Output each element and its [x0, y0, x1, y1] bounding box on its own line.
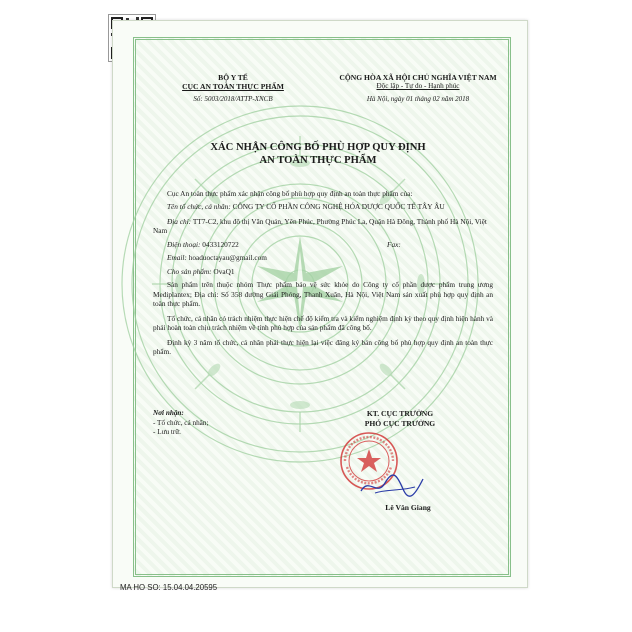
file-code: MA HO SO: 15.04.04.20595	[120, 583, 218, 592]
intro-text: Cục An toàn thực phẩm xác nhận công bố phù hợp quy định an toàn thực phẩm của:	[167, 189, 413, 198]
address-label: Địa chỉ:	[167, 216, 192, 226]
signer-role: KT. CỤC TRƯỞNG	[366, 409, 434, 418]
department-name: CỤC AN TOÀN THỰC PHẨM	[182, 82, 284, 92]
document-number: Số: 5003/2018/ATTP-XNCB	[193, 94, 273, 103]
document-title: XÁC NHẬN CÔNG BỐ PHÙ HỢP QUY ĐỊNH	[210, 142, 426, 153]
org-value: CÔNG TY CỔ PHẦN CÔNG NGHỆ HÓA DƯỢC QUỐC TẾ TÂY ÂU	[232, 202, 445, 212]
phone-label: Điện thoại:	[167, 239, 201, 249]
national-motto: Độc lập - Tự do - Hạnh phúc	[376, 82, 460, 91]
product-value: OvaQ1	[213, 266, 235, 276]
phone-value: 0433120722	[202, 239, 239, 249]
signature-icon	[357, 471, 427, 501]
country-name: CỘNG HÒA XÃ HỘI CHỦ NGHĨA VIỆT NAM	[339, 73, 497, 82]
paragraph-product-info: Sản phẩm trên thuộc nhóm Thực phẩm bảo vệ sức khỏe do Công ty cổ phần dược phẩm trung ương Mediplantex; Địa chỉ: Số 358 đường Giải Phóng, Thanh Xuân, Hà Nội, Việt Nam sản xuất phù hợp quy định an toàn thực phẩm.	[153, 280, 493, 309]
org-label: Tên tổ chức, cá nhân:	[167, 202, 231, 212]
recipient-item: - Lưu trữ.	[153, 428, 181, 436]
signer-title: PHÓ CỤC TRƯỞNG	[364, 418, 436, 428]
document-subtitle: AN TOÀN THỰC PHẨM	[259, 154, 377, 166]
email-value: hoaduoctayau@gmail.com	[188, 253, 267, 263]
product-label: Cho sản phẩm:	[167, 266, 212, 276]
recipient-item: - Tổ chức, cá nhân;	[153, 418, 209, 427]
email-label: Email:	[167, 253, 187, 263]
address-value: TT7-C2, khu đô thị Văn Quán, Yên Phúc, Phường Phúc La, Quận Hà Đông, Thành phố Hà Nội, Việt Nam	[153, 216, 487, 236]
fax-label: Fax:	[387, 239, 401, 249]
document-page	[112, 20, 528, 588]
agency-name: BỘ Y TẾ	[218, 73, 248, 82]
signer-name: Lê Văn Giang	[385, 503, 431, 512]
recipients-label: Nơi nhận:	[153, 409, 184, 417]
paragraph-renewal: Định kỳ 3 năm tổ chức, cá nhân phải thực hiện lại việc đăng ký bản công bố phù hợp quy định an toàn thực phẩm.	[153, 337, 493, 357]
place-date: Hà Nội, ngày 01 tháng 02 năm 2018	[366, 95, 470, 104]
paragraph-responsibility: Tổ chức, cá nhân có trách nhiệm thực hiện chế độ kiểm tra và kiểm nghiệm định kỳ theo quy định hiện hành và phải hoàn toàn chịu trách nhiệm về tính phù hợp của sản phẩm đã công bố.	[153, 313, 493, 333]
